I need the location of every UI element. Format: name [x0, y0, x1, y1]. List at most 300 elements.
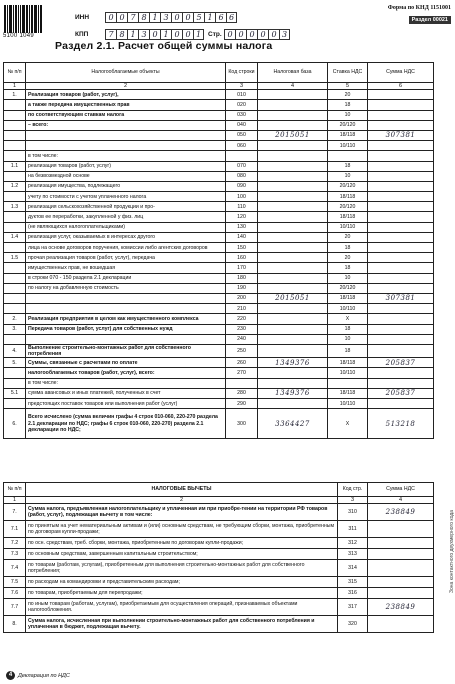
table-row — [4, 90, 434, 100]
row-number — [4, 110, 26, 120]
row-number — [4, 212, 26, 222]
row-code: 317 — [338, 599, 368, 616]
row-code: 315 — [338, 577, 368, 588]
vat-sum-cell — [368, 232, 434, 242]
rate-cell: 20 — [328, 90, 368, 100]
row-number — [4, 100, 26, 110]
rate-cell: 20 — [328, 253, 368, 263]
row-number: 5. — [4, 358, 26, 368]
row-code: 200 — [226, 293, 258, 303]
vat-sum-cell — [368, 334, 434, 344]
row-code: 180 — [226, 273, 258, 283]
row-description: а также передача имущественных прав — [26, 100, 226, 110]
digit-cell: 1 — [127, 29, 138, 40]
row-number: 6. — [4, 409, 26, 439]
row-description: по основным средствам, завершенным капитальным строительством; — [26, 549, 338, 560]
row-code: 320 — [338, 616, 368, 633]
vat-sum-cell — [368, 549, 434, 560]
digit-cell: 0 — [149, 29, 160, 40]
row-code: 210 — [226, 304, 258, 314]
col-index: 2 — [26, 83, 226, 90]
barcode-number: 5100 1049 — [3, 33, 35, 39]
digit-cell: 1 — [193, 29, 204, 40]
row-description: Сумма налога, исчисленная при выполнении строительно-монтажных работ для собственного потребления и уплаченная в бюджет, подлежащая вычету. — [26, 616, 338, 633]
digit-cell: 0 — [171, 12, 182, 23]
row-code: 240 — [226, 334, 258, 344]
digit-cell: 0 — [268, 29, 279, 40]
tax-base-cell — [258, 120, 328, 130]
tax-base-cell: 2015051 — [258, 130, 328, 140]
row-code: 190 — [226, 283, 258, 293]
rate-cell: 18 — [328, 243, 368, 253]
row-code: 230 — [226, 324, 258, 334]
col-header-num: № п/п — [4, 483, 26, 497]
row-number: 4. — [4, 344, 26, 357]
rate-cell: 10/110 — [328, 222, 368, 232]
table-row — [4, 243, 434, 253]
col-index: 6 — [368, 83, 434, 90]
rate-cell: 18 — [328, 100, 368, 110]
rate-cell: 20/120 — [328, 283, 368, 293]
vat-sum-cell — [368, 283, 434, 293]
vat-sum-cell: 205837 — [368, 388, 434, 398]
row-description: дуктов ее переработки, закупленной у физ. лиц — [26, 212, 226, 222]
row-code: 250 — [226, 344, 258, 357]
row-description: реализация сельскохозяйственной продукции и про- — [26, 202, 226, 212]
row-code: 300 — [226, 409, 258, 439]
col-index: 2 — [26, 497, 338, 504]
row-description: по соответствующим ставкам налога — [26, 110, 226, 120]
digit-cell: 0 — [105, 12, 116, 23]
row-number: 7. — [4, 504, 26, 521]
vat-sum-cell — [368, 324, 434, 334]
row-description: – всего: — [26, 120, 226, 130]
table-row — [4, 202, 434, 212]
table-row — [4, 577, 434, 588]
tax-base-cell — [258, 212, 328, 222]
table-row — [4, 161, 434, 171]
tax-base-cell — [258, 90, 328, 100]
col-index: 4 — [368, 497, 434, 504]
row-code: 280 — [226, 388, 258, 398]
row-number: 7.3 — [4, 549, 26, 560]
row-description: по иным товарам (работам, услугам), приобретаемым для осуществления операций, признаваемых объектами налогообложения. — [26, 599, 338, 616]
rate-cell: 10/110 — [328, 399, 368, 409]
vat-sum-cell — [368, 314, 434, 324]
vat-sum-cell — [368, 100, 434, 110]
row-code: 312 — [338, 538, 368, 549]
row-description: реализация имущества, подлежащего — [26, 181, 226, 191]
tax-base-cell — [258, 304, 328, 314]
table-row — [4, 151, 434, 161]
table-row — [4, 120, 434, 130]
row-code: 130 — [226, 222, 258, 232]
table-row — [4, 504, 434, 521]
tax-base-cell — [258, 141, 328, 151]
rate-cell: 18/118 — [328, 358, 368, 368]
rate-cell — [328, 378, 368, 388]
rate-cell: 18 — [328, 161, 368, 171]
table-row — [4, 521, 434, 538]
table-row — [4, 171, 434, 181]
row-description: сумма авансовых и иных платежей, полученных в счет — [26, 388, 226, 398]
vat-sum-cell — [368, 273, 434, 283]
vat-sum-cell — [368, 368, 434, 378]
vat-sum-cell — [368, 304, 434, 314]
row-description — [26, 334, 226, 344]
table-row — [4, 538, 434, 549]
table-row — [4, 212, 434, 222]
col-header-num: № п/п — [4, 63, 26, 83]
row-description: по осн. средствам, треб. сборки, монтажа, приобретенным по договорам купли-продажи; — [26, 538, 338, 549]
row-number — [4, 192, 26, 202]
table-row — [4, 314, 434, 324]
row-code: 080 — [226, 171, 258, 181]
vat-sum-cell — [368, 222, 434, 232]
row-description: реализация услуг, оказываемых в интересах другого — [26, 232, 226, 242]
rate-cell: 10 — [328, 273, 368, 283]
table-row — [4, 549, 434, 560]
tax-calc-table — [3, 62, 434, 439]
row-number: 1. — [4, 90, 26, 100]
table-row — [4, 100, 434, 110]
row-code: 020 — [226, 100, 258, 110]
row-code: 310 — [338, 504, 368, 521]
table-row — [4, 253, 434, 263]
kpp-field — [105, 29, 204, 40]
row-description — [26, 130, 226, 140]
side-note: Зона контактного двухмерного кода — [449, 510, 455, 593]
row-number — [4, 378, 26, 388]
table-row — [4, 324, 434, 334]
row-description: по налогу на добавленную стоимость — [26, 283, 226, 293]
row-description — [26, 141, 226, 151]
row-number: 1.3 — [4, 202, 26, 212]
table-row — [4, 181, 434, 191]
vat-sum-cell — [368, 243, 434, 253]
rate-cell: Х — [328, 409, 368, 439]
row-number: 2. — [4, 314, 26, 324]
table-row — [4, 388, 434, 398]
row-number — [4, 273, 26, 283]
col-index: 1 — [4, 497, 26, 504]
row-number — [4, 171, 26, 181]
col-header-code: Код стр. — [338, 483, 368, 497]
row-code: 170 — [226, 263, 258, 273]
rate-cell: 18/118 — [328, 192, 368, 202]
row-code: 010 — [226, 90, 258, 100]
row-description: Реализация предприятия в целом как имущественного комплекса — [26, 314, 226, 324]
digit-cell: 0 — [171, 29, 182, 40]
col-index: 3 — [338, 497, 368, 504]
row-description: в том числе: — [26, 151, 226, 161]
inn-field — [105, 12, 237, 23]
row-number — [4, 222, 26, 232]
row-description: имущественных прав, не вошедшая — [26, 263, 226, 273]
row-description: в строки 070 - 150 раздела 2.1 декларации — [26, 273, 226, 283]
table-row — [4, 232, 434, 242]
vat-sum-cell: 307381 — [368, 293, 434, 303]
vat-sum-cell — [368, 181, 434, 191]
rate-cell — [328, 151, 368, 161]
tax-base-cell — [258, 151, 328, 161]
row-number: 7.6 — [4, 588, 26, 599]
row-number: 1.2 — [4, 181, 26, 191]
col-index: 1 — [4, 83, 26, 90]
row-code: 220 — [226, 314, 258, 324]
row-code: 100 — [226, 192, 258, 202]
table-row — [4, 192, 434, 202]
vat-sum-cell — [368, 560, 434, 577]
col-header-code: Код строки — [226, 63, 258, 83]
tax-base-cell — [258, 222, 328, 232]
tax-base-cell — [258, 181, 328, 191]
digit-cell: 1 — [149, 12, 160, 23]
row-code: 090 — [226, 181, 258, 191]
rate-cell: 18 — [328, 324, 368, 334]
vat-sum-cell — [368, 399, 434, 409]
col-header-sum: Сумма НДС — [368, 483, 434, 497]
rate-cell: Х — [328, 314, 368, 324]
vat-sum-cell — [368, 521, 434, 538]
row-number: 7.5 — [4, 577, 26, 588]
col-header-deductions: НАЛОГОВЫЕ ВЫЧЕТЫ — [26, 483, 338, 497]
digit-cell: 7 — [105, 29, 116, 40]
deductions-table — [3, 482, 434, 633]
row-number — [4, 304, 26, 314]
vat-sum-cell: 238849 — [368, 599, 434, 616]
vat-sum-cell — [368, 90, 434, 100]
barcode — [4, 5, 44, 33]
row-description: Выполнение строительно-монтажных работ для собственного потребления — [26, 344, 226, 357]
tax-base-cell — [258, 243, 328, 253]
row-number: 7.4 — [4, 560, 26, 577]
table-row — [4, 378, 434, 388]
row-code: 060 — [226, 141, 258, 151]
row-number: 1.1 — [4, 161, 26, 171]
row-number: 1.5 — [4, 253, 26, 263]
table-row — [4, 358, 434, 368]
row-description: Передача товаров (работ, услуг) для собственных нужд — [26, 324, 226, 334]
row-number: 3. — [4, 324, 26, 334]
row-description: реализация товаров (работ, услуг) — [26, 161, 226, 171]
digit-cell: 0 — [235, 29, 246, 40]
digit-cell: 7 — [127, 12, 138, 23]
tax-base-cell — [258, 399, 328, 409]
row-description: по товарам, приобретаемым для перепродажи; — [26, 588, 338, 599]
row-number — [4, 243, 26, 253]
row-code: 050 — [226, 130, 258, 140]
digit-cell: 3 — [279, 29, 290, 40]
vat-sum-cell — [368, 263, 434, 273]
vat-sum-cell — [368, 110, 434, 120]
vat-sum-cell — [368, 616, 434, 633]
rate-cell: 18/118 — [328, 388, 368, 398]
row-description: прочая реализация товаров (работ, услуг), передача — [26, 253, 226, 263]
rate-cell: 20 — [328, 232, 368, 242]
digit-cell: 1 — [160, 29, 171, 40]
vat-sum-cell: 205837 — [368, 358, 434, 368]
table-row — [4, 222, 434, 232]
rate-cell: 20/120 — [328, 181, 368, 191]
row-code: 040 — [226, 120, 258, 130]
vat-sum-cell — [368, 120, 434, 130]
row-code: 313 — [338, 549, 368, 560]
vat-sum-cell — [368, 212, 434, 222]
table-row — [4, 344, 434, 357]
col-header-sum: Сумма НДС — [368, 63, 434, 83]
row-code: 314 — [338, 560, 368, 577]
row-number: 7.2 — [4, 538, 26, 549]
row-code: 290 — [226, 399, 258, 409]
table-row — [4, 110, 434, 120]
row-code — [226, 378, 258, 388]
row-code: 311 — [338, 521, 368, 538]
tax-base-cell — [258, 253, 328, 263]
inn-label: ИНН — [75, 14, 90, 21]
row-number — [4, 368, 26, 378]
row-number: 7.1 — [4, 521, 26, 538]
col-index: 4 — [258, 83, 328, 90]
row-number: 7.7 — [4, 599, 26, 616]
row-number — [4, 130, 26, 140]
rate-cell: 10/110 — [328, 368, 368, 378]
rate-cell: 18 — [328, 263, 368, 273]
col-header-objects: Налогооблагаемые объекты — [26, 63, 226, 83]
tax-base-cell — [258, 161, 328, 171]
table-row — [4, 263, 434, 273]
row-number — [4, 263, 26, 273]
vat-sum-cell — [368, 161, 434, 171]
rate-cell: 10 — [328, 334, 368, 344]
digit-cell: 0 — [182, 12, 193, 23]
tax-base-cell — [258, 263, 328, 273]
vat-sum-cell — [368, 378, 434, 388]
tax-base-cell — [258, 314, 328, 324]
page-title: Раздел 2.1. Расчет общей суммы налога — [55, 40, 273, 52]
row-code: 110 — [226, 202, 258, 212]
table-row — [4, 368, 434, 378]
col-header-rate: Ставка НДС — [328, 63, 368, 83]
vat-sum-cell — [368, 141, 434, 151]
table-row — [4, 304, 434, 314]
rate-cell: 20/120 — [328, 120, 368, 130]
form-code: Форма по КНД 1151001 — [387, 5, 451, 11]
digit-cell: 1 — [204, 12, 215, 23]
row-code: 120 — [226, 212, 258, 222]
tax-base-cell — [258, 110, 328, 120]
row-description: Реализация товаров (работ, услуг), — [26, 90, 226, 100]
digit-cell: 6 — [215, 12, 226, 23]
col-index: 5 — [328, 83, 368, 90]
row-number — [4, 399, 26, 409]
row-code: 150 — [226, 243, 258, 253]
row-code: 260 — [226, 358, 258, 368]
vat-sum-cell — [368, 171, 434, 181]
row-number — [4, 283, 26, 293]
rate-cell: 20/120 — [328, 202, 368, 212]
row-description: в том числе: — [26, 378, 226, 388]
col-index: 3 — [226, 83, 258, 90]
rate-cell: 10/110 — [328, 304, 368, 314]
footer-text: Декларация по НДС — [18, 672, 70, 679]
table-row — [4, 599, 434, 616]
digit-cell: 5 — [193, 12, 204, 23]
vat-sum-cell — [368, 253, 434, 263]
row-code: 140 — [226, 232, 258, 242]
table-row — [4, 409, 434, 439]
row-number — [4, 151, 26, 161]
digit-cell: 0 — [116, 12, 127, 23]
vat-sum-cell — [368, 192, 434, 202]
digit-cell: 3 — [138, 29, 149, 40]
col-header-base: Налоговая база — [258, 63, 328, 83]
table-row — [4, 283, 434, 293]
tax-base-cell — [258, 368, 328, 378]
digit-cell: 0 — [224, 29, 235, 40]
page-number-field — [224, 29, 290, 40]
page-footer — [6, 671, 70, 680]
tax-base-cell — [258, 334, 328, 344]
table-row — [4, 141, 434, 151]
row-description: (не являющихся налогоплательщиками) — [26, 222, 226, 232]
tax-base-cell: 3364427 — [258, 409, 328, 439]
rate-cell: 10 — [328, 171, 368, 181]
vat-sum-cell — [368, 538, 434, 549]
row-number: 1.4 — [4, 232, 26, 242]
table-row — [4, 399, 434, 409]
tax-base-cell: 2015051 — [258, 293, 328, 303]
rate-cell: 10/110 — [328, 141, 368, 151]
rate-cell: 18 — [328, 344, 368, 357]
digit-cell: 0 — [246, 29, 257, 40]
row-description — [26, 293, 226, 303]
row-description: Сумма налога, предъявленная налогоплательщику и уплаченная им при приобре-тении на территории РФ товаров (работ, услуг), подлежащая вычету в том числе: — [26, 504, 338, 521]
row-description: лица на основе договоров поручения, комиссии либо агентских договоров — [26, 243, 226, 253]
rate-cell: 18/118 — [328, 293, 368, 303]
row-description: Всего исчислено (сумма величин графы 4 строк 010-060, 220-270 раздела 2.1 декларации по НДС; графы 6 строк 010-060, 220-270) раздела 2.1 декларации по НДС; — [26, 409, 226, 439]
row-description: на безвозмездной основе — [26, 171, 226, 181]
vat-sum-cell — [368, 344, 434, 357]
rate-cell: 18/118 — [328, 130, 368, 140]
section-tag: Раздел 00021 — [409, 16, 451, 24]
tax-base-cell — [258, 283, 328, 293]
row-code: 030 — [226, 110, 258, 120]
tax-base-cell — [258, 378, 328, 388]
table-row — [4, 334, 434, 344]
digit-cell: 8 — [116, 29, 127, 40]
kpp-label: КПП — [75, 31, 89, 38]
digit-cell: 0 — [182, 29, 193, 40]
vat-sum-cell — [368, 588, 434, 599]
row-code — [226, 151, 258, 161]
row-description: по расходам на командировки и представительским расходам; — [26, 577, 338, 588]
page-label: Стр. — [208, 31, 222, 38]
rate-cell: 18/118 — [328, 212, 368, 222]
row-number: 8. — [4, 616, 26, 633]
table-row — [4, 130, 434, 140]
row-description: учету по стоимости с учетом уплаченного налога — [26, 192, 226, 202]
row-description: предстоящих поставок товаров или выполнения работ (услуг) — [26, 399, 226, 409]
vat-sum-cell: 307381 — [368, 130, 434, 140]
tax-base-cell — [258, 273, 328, 283]
row-description: налогооблагаемых товаров (работ, услуг), всего: — [26, 368, 226, 378]
vat-sum-cell: 513218 — [368, 409, 434, 439]
digit-cell: 0 — [257, 29, 268, 40]
tax-base-cell — [258, 192, 328, 202]
rate-cell: 10 — [328, 110, 368, 120]
vat-sum-cell — [368, 202, 434, 212]
